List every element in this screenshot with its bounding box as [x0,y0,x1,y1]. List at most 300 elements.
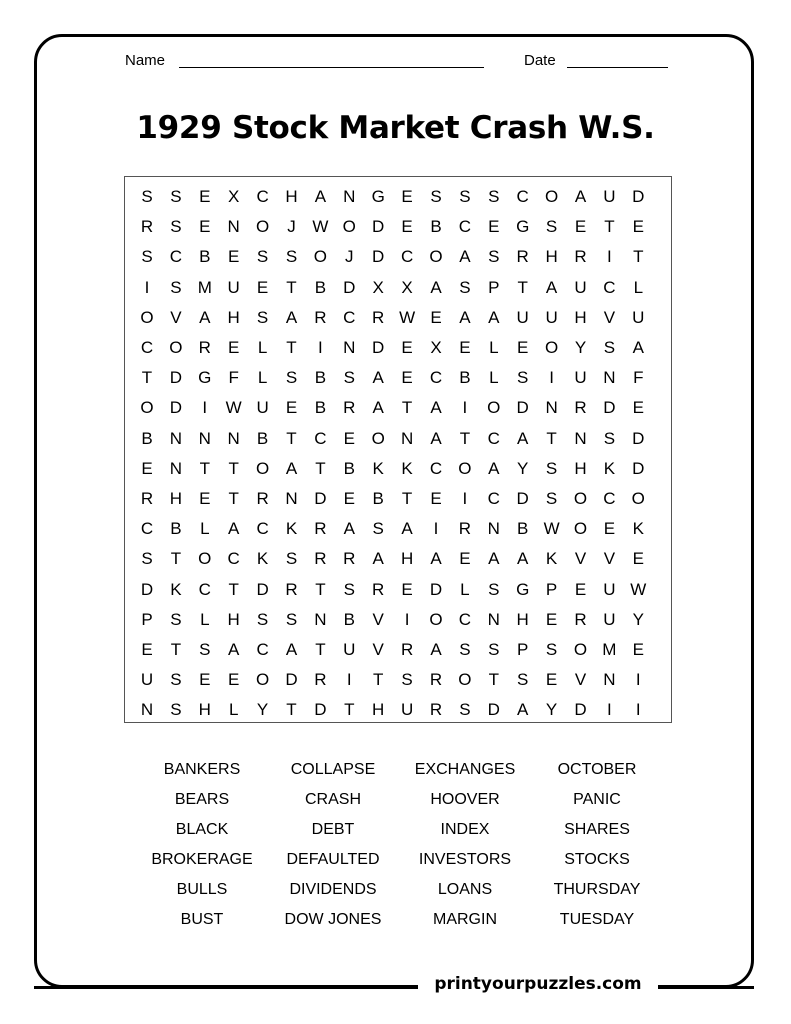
grid-letter: D [516,489,529,508]
word-list-item: BULLS [176,881,228,898]
grid-letter: A [285,458,298,478]
grid-letter: D [314,489,327,508]
grid-letter: C [140,519,154,539]
grid-letter: K [170,579,182,599]
word-list-item: DOW JONES [284,911,382,928]
grid-letter: M [602,640,617,659]
grid-letter: S [285,549,298,569]
grid-letter: O [140,307,154,327]
grid-row [125,605,671,635]
grid-letter: E [401,187,413,206]
grid-letter: C [140,338,154,357]
grid-letter: D [632,428,645,448]
grid-letter: S [343,579,355,599]
grid-letter: K [632,519,644,539]
grid-letter: I [318,338,323,357]
grid-letter: H [285,187,298,206]
grid-letter: A [488,307,500,327]
grid-letter: A [459,307,471,327]
word-list-item: BLACK [175,821,229,838]
grid-letter: C [256,519,269,539]
grid-letter: U [400,700,414,720]
grid-letter: D [285,670,298,690]
grid-letter: O [544,187,559,206]
grid-letter: N [314,609,327,629]
grid-letter: S [170,609,182,629]
grid-letter: O [631,489,645,508]
word-list-item: CRASH [304,791,361,808]
grid-letter: C [169,247,183,267]
grid-letter: I [635,700,641,720]
grid-letter: S [256,609,269,629]
grid-letter: A [372,549,384,569]
grid-letter: O [458,670,472,690]
grid-letter: B [314,277,327,297]
grid-letter: A [199,307,211,327]
grid-letter: A [285,307,298,327]
grid-letter: T [228,458,239,478]
word-list-item: THURSDAY [553,881,641,898]
grid-letter: I [462,398,468,418]
grid-letter: Y [574,338,587,357]
grid-letter: U [343,640,356,659]
word-list-item: BUST [180,911,224,928]
grid-letter: C [487,489,500,508]
grid-letter: N [545,398,558,418]
grid-letter: E [401,368,413,388]
grid-letter: P [545,579,558,599]
grid-letter: E [459,549,471,569]
grid-letter: U [603,609,616,629]
grid-letter: F [228,368,239,388]
grid-letter: D [372,247,385,267]
date-line [567,67,668,68]
grid-letter: T [141,368,153,388]
grid-letter: E [199,187,211,206]
grid-letter: O [487,398,501,418]
grid-letter: R [400,640,414,659]
grid-letter: T [199,458,210,478]
grid-row [125,575,671,605]
grid-letter: C [603,489,616,508]
grid-letter: H [545,247,558,267]
grid-letter: S [170,217,182,237]
grid-letter: S [372,519,384,539]
grid-letter: T [633,247,644,267]
grid-letter: G [516,217,530,237]
grid-letter: H [227,307,240,327]
grid-letter: O [573,489,588,508]
grid-letter: Y [545,700,558,720]
grid-letter: E [228,247,240,267]
grid-letter: A [488,458,500,478]
grid-letter: L [489,338,499,357]
grid-letter: B [343,609,355,629]
grid-letter: S [545,640,558,659]
grid-row [125,303,671,333]
grid-letter: S [401,670,413,690]
grid-letter: C [343,307,356,327]
grid-letter: S [285,247,298,267]
grid-letter: T [344,700,355,720]
grid-letter: T [286,700,297,720]
grid-letter: O [255,670,270,690]
grid-letter: A [372,398,384,418]
grid-letter: A [517,549,529,569]
grid-letter: L [200,609,210,629]
grid-letter: S [517,670,529,690]
grid-letter: S [603,428,616,448]
grid-letter: X [372,277,384,297]
grid-letter: R [140,489,154,508]
grid-letter: U [574,368,587,388]
grid-letter: C [429,368,443,388]
word-list-item: DEBT [311,821,355,838]
grid-letter: D [256,579,269,599]
grid-letter: A [430,640,442,659]
grid-letter: W [630,579,647,599]
grid-letter: S [545,489,558,508]
grid-letter: H [516,609,529,629]
grid-letter: O [458,458,472,478]
grid-letter: E [401,217,413,237]
grid-letter: U [256,398,269,418]
grid-letter: U [574,277,587,297]
grid-letter: S [545,458,558,478]
grid-letter: G [371,187,385,206]
grid-letter: D [372,217,385,237]
grid-letter: E [632,549,644,569]
grid-letter: I [433,519,439,539]
grid-row [125,484,671,514]
grid-letter: E [632,217,644,237]
grid-letter: P [517,640,529,659]
grid-letter: W [225,398,242,418]
word-list-item: EXCHANGES [414,761,516,778]
grid-letter: C [314,428,327,448]
grid-letter: E [545,670,558,690]
grid-letter: L [460,579,470,599]
letter-grid [124,176,672,723]
grid-letter: E [199,489,211,508]
grid-letter: D [372,338,385,357]
grid-letter: A [430,428,442,448]
grid-letter: N [169,458,183,478]
grid-letter: V [372,640,384,659]
grid-letter: S [343,368,355,388]
word-list-item: DIVIDENDS [289,881,377,898]
grid-letter: H [372,700,385,720]
grid-letter: I [607,247,612,267]
grid-letter: G [198,368,212,388]
grid-letter: C [227,549,240,569]
grid-letter: T [401,489,413,508]
grid-letter: C [198,579,211,599]
name-line [179,67,484,68]
grid-letter: S [488,640,500,659]
grid-letter: E [401,579,413,599]
grid-letter: T [372,670,384,690]
grid-letter: E [228,670,240,690]
grid-letter: U [603,579,616,599]
grid-letter: T [170,549,182,569]
grid-letter: S [199,640,211,659]
word-list-item: INDEX [440,821,490,838]
grid-letter: C [429,458,443,478]
footer-rule-right [648,986,754,989]
grid-letter: A [372,368,384,388]
grid-letter: D [169,368,183,388]
grid-letter: S [430,187,442,206]
grid-letter: I [144,277,150,297]
grid-letter: X [228,187,240,206]
word-list-item: INVESTORS [418,851,512,868]
grid-letter: O [169,338,183,357]
grid-letter: D [169,398,183,418]
word-list-item: BANKERS [163,761,241,778]
grid-letter: H [169,489,183,508]
grid-letter: E [228,338,240,357]
grid-letter: I [404,609,410,629]
grid-letter: R [574,247,587,267]
grid-letter: B [517,519,529,539]
grid-letter: I [346,670,352,690]
word-list-item: DEFAULTED [286,851,380,868]
grid-letter: S [517,368,529,388]
grid-letter: R [314,519,327,539]
grid-letter: E [343,428,355,448]
grid-letter: N [140,700,154,720]
grid-letter: R [372,579,385,599]
grid-letter: L [633,277,644,297]
grid-letter: T [517,277,528,297]
grid-letter: T [170,640,182,659]
grid-letter: R [574,609,587,629]
grid-letter: B [372,489,384,508]
grid-letter: C [400,247,414,267]
grid-letter: H [574,307,587,327]
grid-letter: L [228,700,239,720]
grid-letter: N [227,428,240,448]
word-list-item: HOOVER [430,791,500,808]
grid-letter: D [632,187,645,206]
grid-letter: J [345,247,354,267]
grid-letter: E [343,489,355,508]
grid-letter: O [140,398,154,418]
grid-letter: C [256,187,269,206]
grid-letter: S [170,700,182,720]
grid-letter: C [603,277,616,297]
grid-letter: D [574,700,587,720]
grid-letter: E [603,519,616,539]
grid-letter: N [603,670,616,690]
grid-letter: T [315,579,326,599]
word-list-item: LOANS [437,881,493,898]
grid-letter: E [574,217,587,237]
grid-letter: R [285,579,298,599]
grid-letter: E [256,277,269,297]
grid-letter: O [573,519,588,539]
grid-letter: K [372,458,384,478]
grid-letter: I [202,398,208,418]
grid-letter: B [256,428,269,448]
grid-letter: A [632,338,644,357]
footer-rule-left [34,986,429,989]
grid-letter: U [603,187,616,206]
grid-letter: L [489,368,499,388]
grid-letter: D [603,398,616,418]
grid-letter: O [544,338,559,357]
word-list-item: MARGIN [433,911,497,928]
grid-letter: N [603,368,616,388]
grid-letter: D [314,700,327,720]
grid-letter: U [227,277,240,297]
grid-letter: T [286,338,297,357]
grid-letter: T [228,489,239,508]
grid-letter: R [198,338,211,357]
grid-letter: C [458,609,472,629]
word-list-item: PANIC [573,791,621,808]
grid-letter: E [632,398,644,418]
grid-letter: O [255,458,270,478]
word-list-item: TUESDAY [559,911,635,928]
grid-letter: N [487,609,500,629]
grid-letter: A [459,247,471,267]
grid-row [125,695,671,725]
grid-letter: N [400,428,414,448]
grid-letter: O [198,549,212,569]
grid-letter: M [197,277,212,297]
word-list-item: STOCKS [564,851,630,868]
word-list-item: COLLAPSE [290,761,376,778]
grid-letter: N [343,187,356,206]
grid-letter: E [285,398,298,418]
grid-letter: I [462,489,468,508]
grid-letter: Y [632,609,644,629]
grid-letter: N [169,428,183,448]
grid-letter: L [200,519,210,539]
grid-letter: N [487,519,500,539]
grid-letter: S [285,609,298,629]
grid-row [125,635,671,665]
grid-letter: T [459,428,471,448]
grid-letter: I [549,368,554,388]
grid-letter: S [141,247,153,267]
grid-letter: E [199,670,211,690]
grid-letter: E [430,307,442,327]
grid-letter: R [429,670,443,690]
grid-letter: T [546,428,557,448]
grid-letter: W [543,519,560,539]
grid-letter: K [545,549,558,569]
grid-letter: A [228,640,240,659]
grid-letter: D [516,398,529,418]
grid-letter: K [256,549,269,569]
grid-letter: A [574,187,587,206]
grid-letter: R [574,398,587,418]
grid-row [125,242,671,272]
grid-letter: O [371,428,385,448]
grid-letter: N [227,217,240,237]
grid-letter: E [199,217,211,237]
page-title: 1929 Stock Market Crash W.S. [136,110,655,146]
grid-letter: S [459,187,471,206]
grid-letter: U [516,307,529,327]
grid-letter: H [574,458,587,478]
grid-letter: U [140,670,154,690]
grid-letter: W [312,217,329,237]
grid-letter: K [285,519,298,539]
grid-letter: E [632,640,644,659]
grid-letter: I [607,700,612,720]
grid-letter: H [198,700,211,720]
grid-row [125,333,671,363]
grid-letter: S [488,247,500,267]
word-list-item: BEARS [174,791,230,808]
grid-letter: U [545,307,558,327]
grid-letter: R [314,549,327,569]
grid-row [125,212,671,242]
grid-letter: A [517,428,529,448]
grid-letter: F [633,368,644,388]
grid-letter: U [632,307,645,327]
grid-letter: R [429,700,443,720]
grid-letter: L [257,368,268,388]
grid-letter: T [401,398,413,418]
grid-letter: D [140,579,154,599]
grid-letter: E [488,217,500,237]
grid-row [125,544,671,574]
grid-letter: C [487,428,500,448]
grid-letter: B [314,368,327,388]
grid-letter: R [458,519,472,539]
grid-letter: A [517,700,529,720]
grid-letter: S [170,277,182,297]
grid-letter: R [343,398,356,418]
grid-letter: V [603,307,616,327]
grid-letter: S [141,549,153,569]
grid-letter: P [488,277,500,297]
grid-letter: X [430,338,442,357]
grid-letter: H [227,609,240,629]
grid-letter: V [574,670,587,690]
grid-letter: T [286,428,297,448]
grid-letter: A [430,549,442,569]
grid-letter: C [458,217,472,237]
grid-letter: O [313,247,327,267]
grid-letter: R [140,217,154,237]
grid-letter: T [315,640,326,659]
grid-letter: Y [517,458,529,478]
grid-letter: A [430,398,442,418]
grid-row [125,514,671,544]
grid-letter: A [228,519,240,539]
grid-letter: E [545,609,558,629]
grid-letter: K [401,458,413,478]
grid-letter: B [343,458,355,478]
grid-letter: V [372,609,384,629]
grid-letter: V [170,307,182,327]
grid-letter: A [401,519,413,539]
grid-letter: R [343,549,356,569]
grid-letter: N [198,428,211,448]
grid-letter: B [199,247,211,267]
grid-row [125,454,671,484]
grid-letter: B [314,398,327,418]
grid-letter: B [459,368,471,388]
grid-letter: E [517,338,529,357]
grid-letter: S [141,187,153,206]
